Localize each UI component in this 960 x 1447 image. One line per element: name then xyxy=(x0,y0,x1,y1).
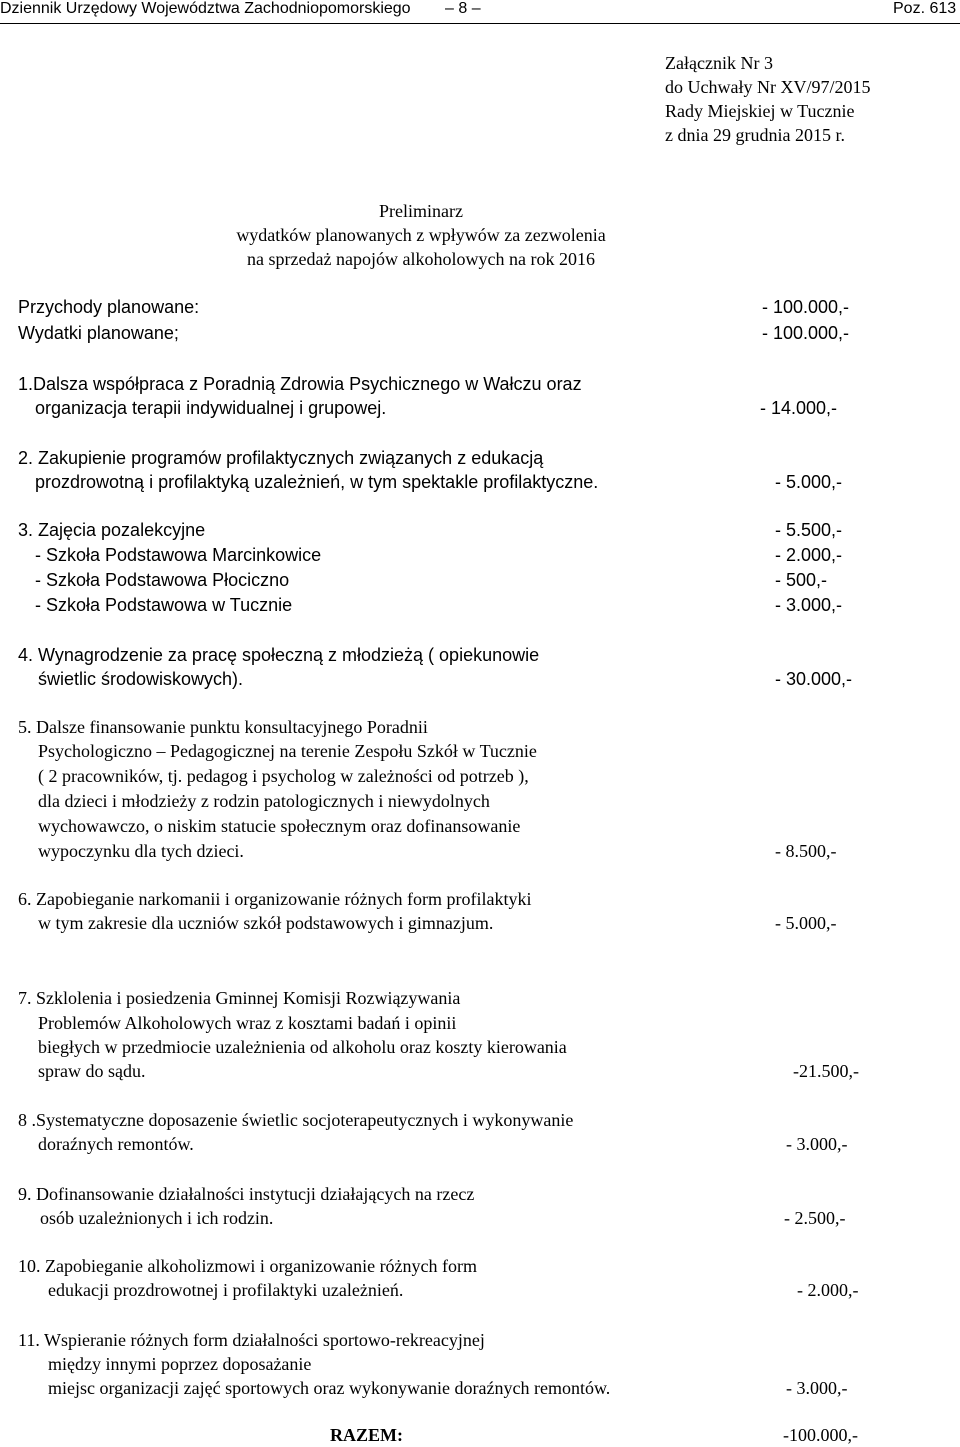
header-rule xyxy=(0,23,960,24)
expense-value: - 100.000,- xyxy=(762,323,850,343)
item-3-line-1: 3. Zajęcia pozalekcyjne xyxy=(18,520,206,540)
item-7-line-3: biegłych w przedmiocie uzależnienia od alkoholu oraz koszty kierowania xyxy=(38,1037,567,1057)
item-9-line-2: osób uzależnionych i ich rodzin. xyxy=(40,1208,274,1228)
item-3-school-3-amount: - 3.000,- xyxy=(775,595,843,615)
item-2-line-2: prozdrowotną i profilaktyką uzależnień, w tym spektakle profilaktyczne. xyxy=(35,472,599,492)
item-5-amount: - 8.500,- xyxy=(775,841,837,861)
journal-title: Dziennik Urzędowy Województwa Zachodniopomorskiego xyxy=(0,0,411,17)
item-3-amount: - 5.500,- xyxy=(775,520,843,540)
income-label: Przychody planowane: xyxy=(18,297,200,317)
title-line-2: wydatków planowanych z wpływów za zezwolenia xyxy=(236,225,606,245)
income-value: - 100.000,- xyxy=(762,297,850,317)
item-3-school-3: - Szkoła Podstawowa w Tucznie xyxy=(35,595,293,615)
item-8-line-1: 8 .Systematyczne doposazenie świetlic socjoterapeutycznych i wykonywanie xyxy=(18,1110,574,1130)
item-2-amount: - 5.000,- xyxy=(775,472,843,492)
item-11-line-2: między innymi poprzez doposażanie xyxy=(48,1354,312,1374)
item-11-amount: - 3.000,- xyxy=(786,1378,848,1398)
item-4-line-1: 4. Wynagrodzenie za pracę społeczną z młodzieżą ( opiekunowie xyxy=(18,645,540,665)
item-4-line-2: świetlic środowiskowych). xyxy=(38,669,244,689)
item-5-line-2: Psychologiczno – Pedagogicznej na terenie Zespołu Szkół w Tucznie xyxy=(38,741,537,761)
title-line-1: Preliminarz xyxy=(379,201,463,221)
item-7-line-1: 7. Szklolenia i posiedzenia Gminnej Komisji Rozwiązywania xyxy=(18,988,461,1008)
item-5-line-1: 5. Dalsze finansowanie punktu konsultacyjnego Poradnii xyxy=(18,717,428,737)
item-3-school-1-amount: - 2.000,- xyxy=(775,545,843,565)
annex-line-2: do Uchwały Nr XV/97/2015 xyxy=(665,77,871,97)
item-8-line-2: doraźnych remontów. xyxy=(38,1134,194,1154)
expense-label: Wydatki planowane; xyxy=(18,323,179,343)
annex-line-4: z dnia 29 grudnia 2015 r. xyxy=(665,125,845,145)
item-6-line-1: 6. Zapobieganie narkomanii i organizowanie różnych form profilaktyki xyxy=(18,889,532,909)
annex-line-1: Załącznik Nr 3 xyxy=(665,53,773,73)
annex-line-3: Rady Miejskiej w Tucznie xyxy=(665,101,855,121)
item-11-line-1: 11. Wspieranie różnych form działalności sportowo-rekreacyjnej xyxy=(18,1330,485,1350)
total-value: -100.000,- xyxy=(783,1425,858,1445)
item-4-amount: - 30.000,- xyxy=(775,669,853,689)
item-2-line-1: 2. Zakupienie programów profilaktycznych związanych z edukacją xyxy=(18,448,544,468)
item-9-line-1: 9. Dofinansowanie działalności instytucji działających na rzecz xyxy=(18,1184,475,1204)
item-1-amount: - 14.000,- xyxy=(760,398,838,418)
item-8-amount: - 3.000,- xyxy=(786,1134,848,1154)
position-number: Poz. 613 xyxy=(893,0,957,17)
item-11-line-3: miejsc organizacji zajęć sportowych oraz wykonywanie doraźnych remontów. xyxy=(48,1378,611,1398)
item-3-school-1: - Szkoła Podstawowa Marcinkowice xyxy=(35,545,322,565)
item-10-line-1: 10. Zapobieganie alkoholizmowi i organizowanie różnych form xyxy=(18,1256,478,1276)
item-1-line-1: 1.Dalsza współpraca z Poradnią Zdrowia Psychicznego w Wałczu oraz xyxy=(18,374,582,394)
item-10-amount: - 2.000,- xyxy=(797,1280,859,1300)
item-9-amount: - 2.500,- xyxy=(784,1208,846,1228)
item-5-line-4: dla dzieci i młodzieży z rodzin patologicznych i niewydolnych xyxy=(38,791,490,811)
item-7-amount: -21.500,- xyxy=(793,1061,859,1081)
item-7-line-4: spraw do sądu. xyxy=(38,1061,146,1081)
page-number: – 8 – xyxy=(445,0,481,17)
title-line-3: na sprzedaż napojów alkoholowych na rok 2016 xyxy=(247,249,595,269)
item-5-line-6: wypoczynku dla tych dzieci. xyxy=(38,841,244,861)
item-3-school-2: - Szkoła Podstawowa Płociczno xyxy=(35,570,290,590)
item-6-line-2: w tym zakresie dla uczniów szkół podstawowych i gimnazjum. xyxy=(38,913,494,933)
item-1-line-2: organizacja terapii indywidualnej i grupowej. xyxy=(35,398,387,418)
item-7-line-2: Problemów Alkoholowych wraz z kosztami badań i opinii xyxy=(38,1013,457,1033)
item-3-school-2-amount: - 500,- xyxy=(775,570,828,590)
item-5-line-5: wychowawczo, o niskim statucie społecznym oraz dofinansowanie xyxy=(38,816,521,836)
item-5-line-3: ( 2 pracowników, tj. pedagog i psycholog w zależności od potrzeb ), xyxy=(38,766,529,786)
total-label: RAZEM: xyxy=(330,1425,403,1445)
item-10-line-2: edukacji prozdrowotnej i profilaktyki uzależnień. xyxy=(48,1280,404,1300)
item-6-amount: - 5.000,- xyxy=(775,913,837,933)
